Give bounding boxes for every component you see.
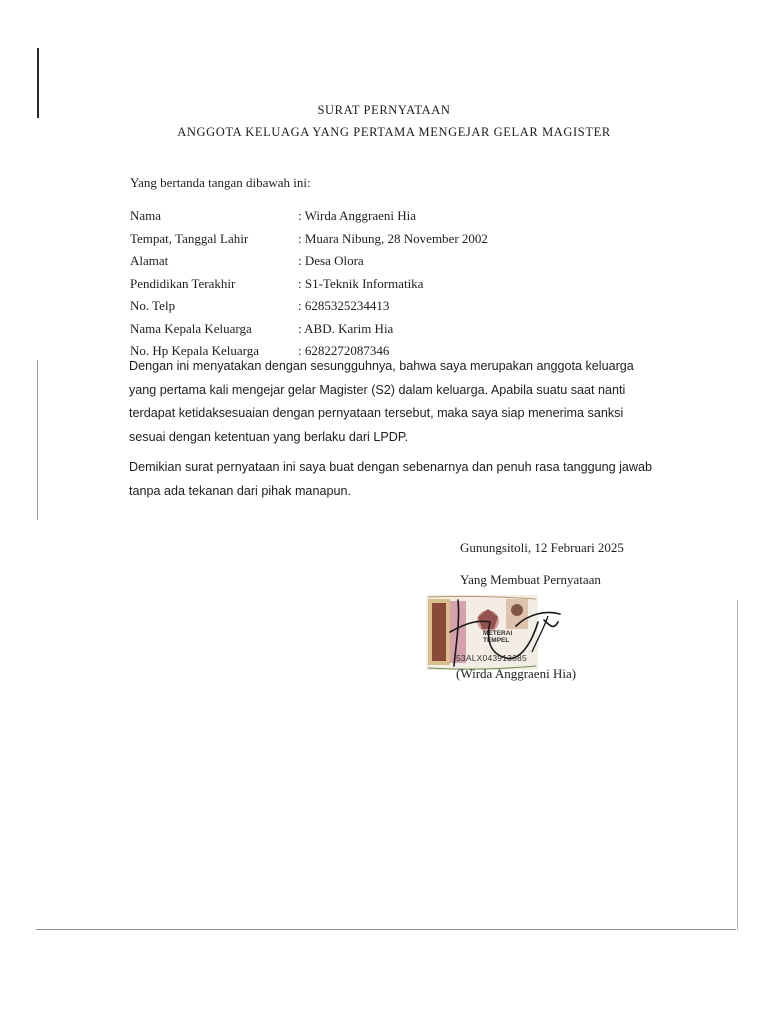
field-value: : 6285325234413	[298, 298, 390, 313]
field-label: Alamat	[130, 253, 169, 268]
field-row-address	[130, 250, 550, 273]
maker-label: Yang Membuat Pernyataan	[460, 572, 601, 587]
field-label: No. Hp Kepala Keluarga	[130, 343, 259, 358]
field-row-family-head	[130, 318, 550, 341]
field-label: No. Telp	[130, 298, 176, 313]
field-label: Nama Kepala Keluarga	[130, 320, 252, 336]
field-value: : Wirda Anggraeni Hia	[298, 208, 417, 223]
signer-name: (Wirda Anggraeni Hia)	[456, 666, 577, 681]
field-label: Pendidikan Terakhir	[130, 275, 236, 291]
field-label: Tempat, Tanggal Lahir	[130, 230, 249, 246]
field-value: : Desa Olora	[298, 253, 364, 268]
field-row-phone	[130, 295, 550, 318]
meterai-label: METERAI TEMPEL	[483, 630, 513, 644]
statement-paragraph: Dengan ini menyatakan dengan sesungguhnya, bahwa saya merupakan anggota keluarga yang pertama kali mengejar gelar Magister (S2) dalam keluarga. Apabila suatu saat nanti terdapat ketidaksesuaian dengan pernyataan tersebut, maka saya siap menerima sanksi sesuai dengan ketentuan yang berlaku dari LPDP.	[129, 359, 634, 444]
document-subtitle: ANGGOTA KELUAGA YANG PERTAMA MENGEJAR GELAR MAGISTER	[177, 125, 611, 139]
scan-margin-line	[37, 360, 38, 520]
scan-margin-line	[737, 600, 738, 930]
document-title: SURAT PERNYATAAN	[317, 103, 451, 117]
closing-paragraph: Demikian surat pernyataan ini saya buat dengan sebenarnya dan penuh rasa tanggung jawab tanpa ada tekanan dari pihak manapun.	[129, 460, 653, 498]
field-value: : 6282272087346	[298, 343, 390, 358]
field-value: : S1-Teknik Informatika	[298, 275, 424, 291]
intro-text: Yang bertanda tangan dibawah ini:	[130, 175, 311, 190]
stamp-code: 53ALX043913385	[456, 653, 527, 663]
field-row-name	[130, 205, 550, 228]
field-row-birth	[130, 228, 550, 251]
field-row-education	[130, 273, 550, 296]
bottom-rule	[36, 929, 736, 930]
identity-fields	[130, 205, 550, 363]
field-label: Nama	[130, 208, 162, 223]
place-date: Gunungsitoli, 12 Februari 2025	[460, 540, 624, 555]
field-value: : Muara Nibung, 28 November 2002	[298, 230, 488, 246]
field-value: : ABD. Karim Hia	[298, 320, 394, 336]
